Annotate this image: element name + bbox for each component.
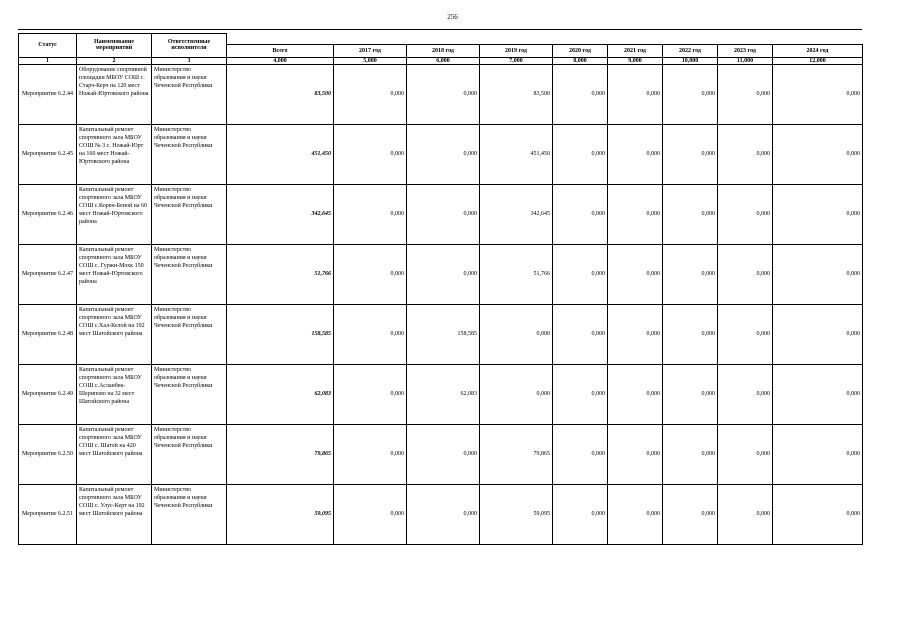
row-name: Оборудование спортивной площадки МБОУ СОШ с. Старч-Керч на 120 мест Ножай-Юртовского района	[77, 64, 152, 124]
column-numbers-row	[19, 57, 863, 64]
row-year-value: 0,000	[334, 184, 407, 244]
header-row-top	[19, 34, 863, 45]
row-name: Капитальный ремонт спортивного зала МБОУ СОШ № 3 с. Ножай-Юрт на 160 мест Ножай-Юртовского района	[77, 124, 152, 184]
table-row	[19, 484, 863, 544]
column-number: 1	[19, 57, 77, 64]
table-row	[19, 244, 863, 304]
header-year: 2017 год	[334, 44, 407, 57]
row-executor: Министерство образования и науки Чеченской Республики	[152, 364, 227, 424]
row-name: Капитальный ремонт спортивного зала МБОУ СОШ с. Улус-Керт на 192 мест Шатойского района	[77, 484, 152, 544]
row-year-value: 0,000	[553, 424, 608, 484]
row-year-value: 0,000	[407, 424, 480, 484]
header-executors: Ответственные исполнители	[152, 34, 227, 58]
row-year-value: 0,000	[718, 124, 773, 184]
row-year-value: 0,000	[553, 64, 608, 124]
row-executor: Министерство образования и науки Чеченской Республики	[152, 304, 227, 364]
row-year-value: 0,000	[718, 304, 773, 364]
row-year-value: 0,000	[407, 184, 480, 244]
row-executor: Министерство образования и науки Чеченской Республики	[152, 64, 227, 124]
row-total: 51,766	[227, 244, 334, 304]
row-year-value: 0,000	[334, 304, 407, 364]
table-row	[19, 124, 863, 184]
row-year-value: 158,585	[407, 304, 480, 364]
row-year-value: 0,000	[407, 124, 480, 184]
row-year-value: 0,000	[334, 364, 407, 424]
row-year-value: 0,000	[718, 64, 773, 124]
budget-table	[18, 33, 863, 545]
table-row	[19, 424, 863, 484]
row-year-value: 0,000	[334, 64, 407, 124]
row-executor: Министерство образования и науки Чеченской Республики	[152, 424, 227, 484]
row-year-value: 0,000	[553, 484, 608, 544]
header-spacer	[227, 34, 863, 45]
row-total: 83,500	[227, 64, 334, 124]
row-year-value: 0,000	[663, 364, 718, 424]
header-year: 2024 год	[773, 44, 863, 57]
row-total: 158,585	[227, 304, 334, 364]
row-year-value: 0,000	[663, 424, 718, 484]
row-year-value: 0,000	[718, 424, 773, 484]
row-status: Мероприятие 6.2.48	[19, 304, 77, 364]
column-number: 12,000	[773, 57, 863, 64]
row-executor: Министерство образования и науки Чеченской Республики	[152, 124, 227, 184]
row-executor: Министерство образования и науки Чеченской Республики	[152, 184, 227, 244]
row-status: Мероприятие 6.2.50	[19, 424, 77, 484]
header-year: 2020 год	[553, 44, 608, 57]
row-year-value: 0,000	[407, 244, 480, 304]
row-year-value: 0,000	[334, 424, 407, 484]
column-number: 11,000	[718, 57, 773, 64]
row-year-value: 0,000	[663, 124, 718, 184]
column-number: 8,000	[553, 57, 608, 64]
row-year-value: 0,000	[718, 184, 773, 244]
header-year: 2022 год	[663, 44, 718, 57]
top-rule	[18, 29, 862, 30]
row-total: 79,865	[227, 424, 334, 484]
row-status: Мероприятие 6.2.47	[19, 244, 77, 304]
row-year-value: 0,000	[608, 364, 663, 424]
row-year-value: 0,000	[663, 244, 718, 304]
row-year-value: 0,000	[663, 304, 718, 364]
row-status: Мероприятие 6.2.49	[19, 364, 77, 424]
row-year-value: 51,766	[480, 244, 553, 304]
row-executor: Министерство образования и науки Чеченской Республики	[152, 244, 227, 304]
row-year-value: 0,000	[553, 124, 608, 184]
row-name: Капитальный ремонт спортивного зала МБОУ СОШ с. Гуржи-Мохк 150 мест Ножай-Юртовского района	[77, 244, 152, 304]
row-year-value: 0,000	[773, 304, 863, 364]
row-year-value: 0,000	[718, 244, 773, 304]
column-number: 10,000	[663, 57, 718, 64]
row-year-value: 62,083	[407, 364, 480, 424]
header-year: 2023 год	[718, 44, 773, 57]
row-year-value: 0,000	[334, 244, 407, 304]
row-status: Мероприятие 6.2.44	[19, 64, 77, 124]
row-year-value: 0,000	[773, 484, 863, 544]
column-number: 2	[77, 57, 152, 64]
row-year-value: 83,500	[480, 64, 553, 124]
column-number: 7,000	[480, 57, 553, 64]
row-year-value: 0,000	[663, 64, 718, 124]
row-name: Капитальный ремонт спортивного зала МБОУ СОШ с.Хал-Келой на 192 мест Шатойского района	[77, 304, 152, 364]
row-year-value: 0,000	[553, 184, 608, 244]
header-year: 2018 год	[407, 44, 480, 57]
row-year-value: 342,645	[480, 184, 553, 244]
row-year-value: 0,000	[773, 364, 863, 424]
row-status: Мероприятие 6.2.45	[19, 124, 77, 184]
header-year: 2019 год	[480, 44, 553, 57]
table-row	[19, 304, 863, 364]
row-year-value: 0,000	[773, 184, 863, 244]
row-year-value: 0,000	[553, 304, 608, 364]
row-year-value: 0,000	[718, 364, 773, 424]
row-year-value: 79,865	[480, 424, 553, 484]
row-total: 62,083	[227, 364, 334, 424]
row-year-value: 0,000	[608, 424, 663, 484]
row-year-value: 0,000	[608, 124, 663, 184]
row-year-value: 0,000	[718, 484, 773, 544]
row-status: Мероприятие 6.2.51	[19, 484, 77, 544]
row-total: 59,095	[227, 484, 334, 544]
header-year: Всего	[227, 44, 334, 57]
table-body	[19, 64, 863, 544]
row-year-value: 0,000	[608, 64, 663, 124]
row-year-value: 0,000	[773, 64, 863, 124]
row-year-value: 0,000	[553, 364, 608, 424]
table-row	[19, 64, 863, 124]
row-year-value: 0,000	[608, 304, 663, 364]
row-year-value: 0,000	[553, 244, 608, 304]
row-year-value: 0,000	[663, 184, 718, 244]
row-year-value: 0,000	[773, 424, 863, 484]
row-year-value: 0,000	[407, 64, 480, 124]
table-row	[19, 184, 863, 244]
column-number: 6,000	[407, 57, 480, 64]
row-year-value: 0,000	[608, 184, 663, 244]
header-year: 2021 год	[608, 44, 663, 57]
row-year-value: 0,000	[773, 124, 863, 184]
row-name: Капитальный ремонт спортивного зала МБОУ СОШ с.Асланбек-Шерипово на 32 мест Шатойского района	[77, 364, 152, 424]
row-year-value: 0,000	[480, 304, 553, 364]
row-name: Капитальный ремонт спортивного зала МБОУ СОШ с.Корен-Беной на 60 мест Ножай-Юртовского района	[77, 184, 152, 244]
row-year-value: 0,000	[773, 244, 863, 304]
row-executor: Министерство образования и науки Чеченской Республики	[152, 484, 227, 544]
row-status: Мероприятие 6.2.46	[19, 184, 77, 244]
row-year-value: 0,000	[407, 484, 480, 544]
row-total: 451,450	[227, 124, 334, 184]
row-year-value: 0,000	[608, 244, 663, 304]
row-year-value: 59,095	[480, 484, 553, 544]
row-year-value: 0,000	[334, 484, 407, 544]
page-number: 256	[447, 13, 458, 21]
column-number: 4,000	[227, 57, 334, 64]
header-status: Статус	[19, 34, 77, 58]
row-total: 342,645	[227, 184, 334, 244]
column-number: 5,000	[334, 57, 407, 64]
row-year-value: 0,000	[608, 484, 663, 544]
row-year-value: 0,000	[480, 364, 553, 424]
row-year-value: 0,000	[334, 124, 407, 184]
row-name: Капитальный ремонт спортивного зала МБОУ СОШ с. Шатой на 420 мест Шатойского района	[77, 424, 152, 484]
table-row	[19, 364, 863, 424]
row-year-value: 451,450	[480, 124, 553, 184]
row-year-value: 0,000	[663, 484, 718, 544]
column-number: 9,000	[608, 57, 663, 64]
column-number: 3	[152, 57, 227, 64]
header-name: Наименование мероприятий	[77, 34, 152, 58]
